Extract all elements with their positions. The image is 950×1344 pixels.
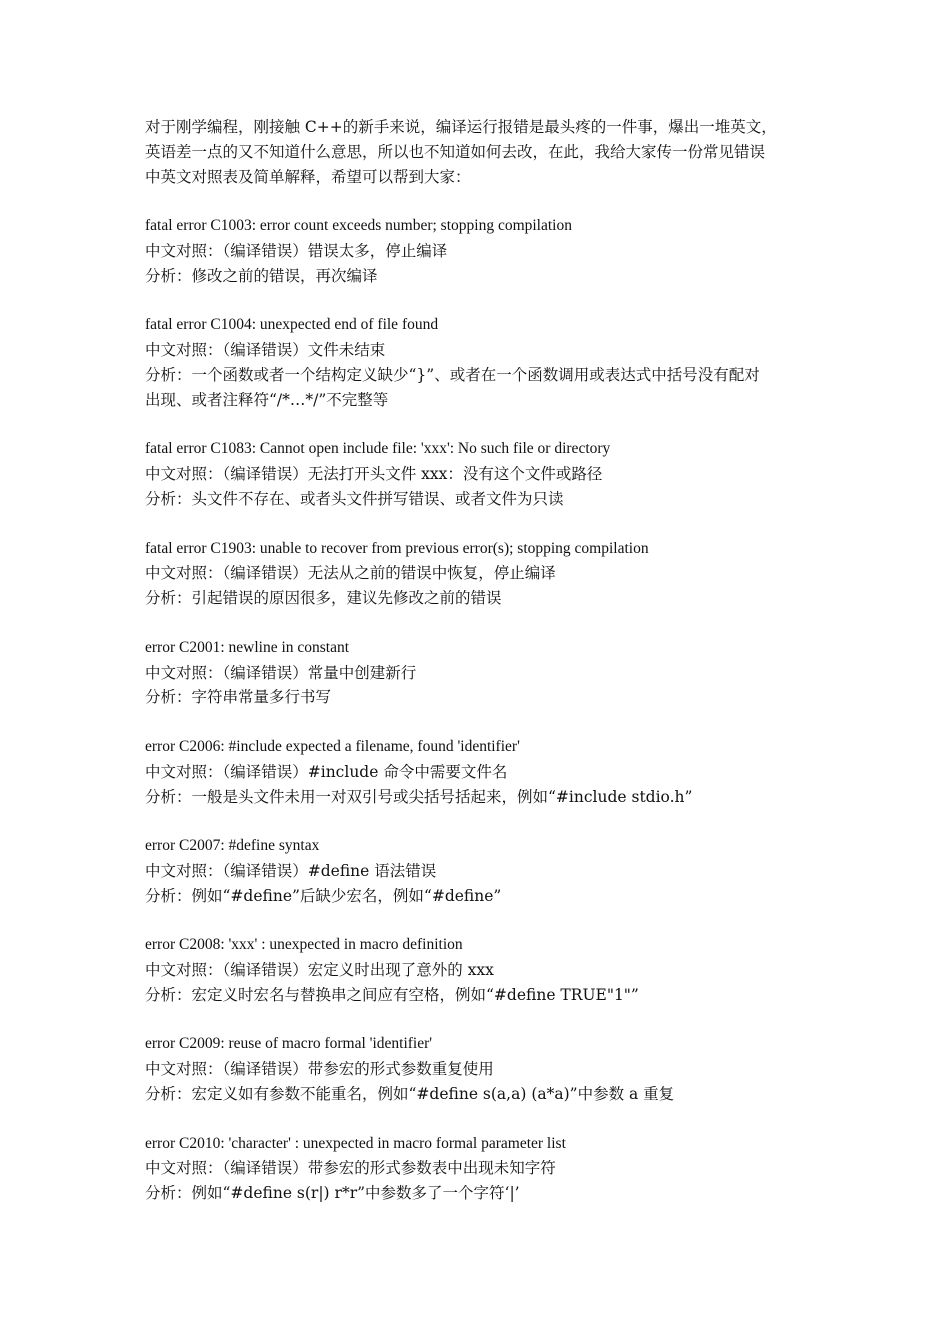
chinese-translation-line: 中文对照：（编译错误）错误太多，停止编译 xyxy=(145,241,448,260)
error-entry xyxy=(145,636,820,710)
error-code-line: error C2010: 'character' : unexpected in macro formal parameter list xyxy=(145,1134,566,1152)
analysis-line: 分析：一般是头文件未用一对双引号或尖括号括起来，例如“#include stdio.h” xyxy=(145,787,693,806)
document-page xyxy=(145,115,820,1231)
intro-line: 英语差一点的又不知道什么意思，所以也不知道如何去改，在此，我给大家传一份常见错误 xyxy=(145,142,766,161)
analysis-line: 出现、或者注释符“/*…*/”不完整等 xyxy=(145,390,389,409)
chinese-translation-line: 中文对照：（编译错误）无法打开头文件 xxx：没有这个文件或路径 xyxy=(145,465,603,484)
chinese-translation-line: 中文对照：（编译错误）带参宏的形式参数表中出现未知字符 xyxy=(145,1159,556,1178)
error-code-line: fatal error C1083: Cannot open include file: 'xxx': No such file or directory xyxy=(145,440,611,458)
error-entry xyxy=(145,1032,820,1106)
chinese-translation-line: 中文对照：（编译错误）文件未结束 xyxy=(145,341,386,360)
analysis-line: 分析：修改之前的错误，再次编译 xyxy=(145,266,378,285)
chinese-translation-line: 中文对照：（编译错误）无法从之前的错误中恢复，停止编译 xyxy=(145,564,556,583)
error-entry xyxy=(145,933,820,1007)
error-code-line: fatal error C1004: unexpected end of file found xyxy=(145,316,439,334)
analysis-line: 分析：字符串常量多行书写 xyxy=(145,688,332,707)
error-code-line: error C2006: #include expected a filename, found 'identifier' xyxy=(145,737,520,755)
error-code-line: error C2009: reuse of macro formal 'identifier' xyxy=(145,1035,433,1053)
error-entry xyxy=(145,437,820,511)
analysis-line: 分析：宏定义如有参数不能重名，例如“#define s(a,a) (a*a)”中参数 a 重复 xyxy=(145,1085,675,1104)
error-code-line: fatal error C1003: error count exceeds number; stopping compilation xyxy=(145,217,572,235)
chinese-translation-line: 中文对照：（编译错误）#define 语法错误 xyxy=(145,861,437,880)
error-entry xyxy=(145,735,820,809)
chinese-translation-line: 中文对照：（编译错误）#include 命令中需要文件名 xyxy=(145,762,508,781)
analysis-line: 分析：宏定义时宏名与替换串之间应有空格，例如“#define TRUE"1"” xyxy=(145,985,639,1004)
analysis-line: 分析：例如“#define s(r|) r*r”中参数多了一个字符‘|’ xyxy=(145,1184,520,1203)
error-entry-list xyxy=(145,214,820,1206)
chinese-translation-line: 中文对照：（编译错误）宏定义时出现了意外的 xxx xyxy=(145,961,494,980)
error-code-line: fatal error C1903: unable to recover from previous error(s); stopping compilation xyxy=(145,539,649,557)
intro-line: 中英文对照表及简单解释，希望可以帮到大家： xyxy=(145,167,471,186)
error-code-line: error C2008: 'xxx' : unexpected in macro definition xyxy=(145,936,463,954)
analysis-line: 分析：例如“#define”后缺少宏名，例如“#define” xyxy=(145,886,502,905)
error-entry xyxy=(145,537,820,611)
error-entry xyxy=(145,214,820,288)
chinese-translation-line: 中文对照：（编译错误）带参宏的形式参数重复使用 xyxy=(145,1060,494,1079)
error-entry xyxy=(145,834,820,908)
error-entry xyxy=(145,1132,820,1206)
analysis-line: 分析：引起错误的原因很多，建议先修改之前的错误 xyxy=(145,589,502,608)
analysis-line: 分析：一个函数或者一个结构定义缺少“}”、或者在一个函数调用或表达式中括号没有配对 xyxy=(145,365,760,384)
error-code-line: error C2001: newline in constant xyxy=(145,638,350,656)
error-code-line: error C2007: #define syntax xyxy=(145,837,320,855)
error-entry xyxy=(145,313,820,412)
analysis-line: 分析：头文件不存在、或者头文件拼写错误、或者文件为只读 xyxy=(145,489,564,508)
intro-line: 对于刚学编程，刚接触 C++的新手来说，编译运行报错是最头疼的一件事，爆出一堆英文， xyxy=(145,118,777,136)
intro-paragraph xyxy=(145,115,820,189)
chinese-translation-line: 中文对照：（编译错误）常量中创建新行 xyxy=(145,663,417,682)
